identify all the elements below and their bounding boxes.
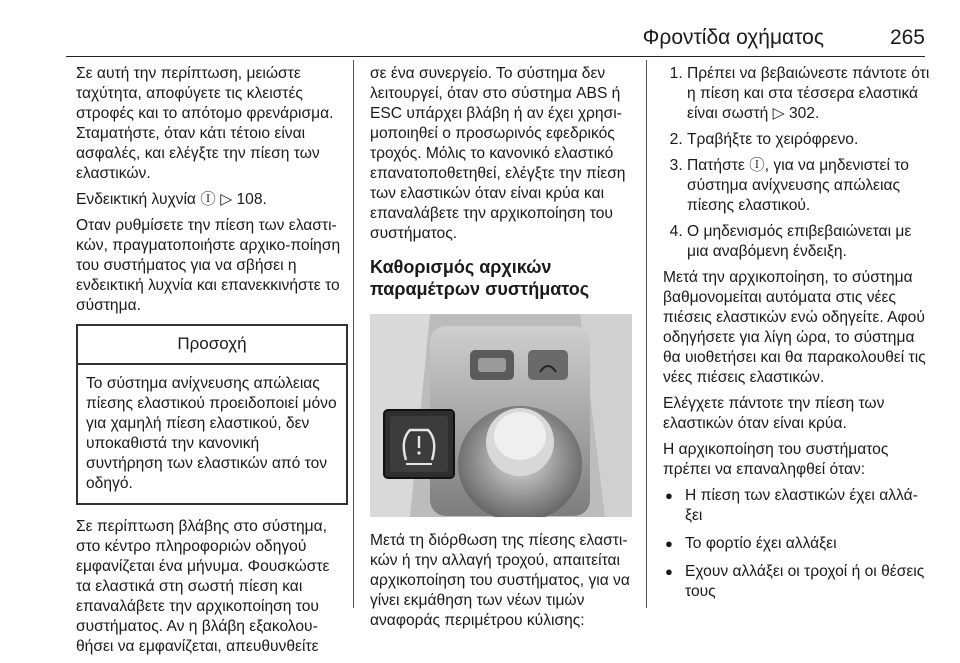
list-item: ● Το φορτίο έχει αλλάξει [685, 534, 935, 554]
header-rule [66, 56, 925, 57]
steps-list [663, 64, 935, 262]
paragraph: Η αρχικοποίηση του συστήματος πρέπει να επαναληφθεί όταν: [663, 441, 889, 478]
paragraph: Οταν ρυθμίσετε την πίεση των ελαστι-κών, πραγματοποιήστε αρχικο-ποίηση του συστήματος για να σβήσει η ενδεικτική λυχνία και επανεκκινήστε το σύστημα. [76, 217, 341, 314]
page-title: Φροντίδα οχήματος [642, 26, 824, 49]
section-heading: Καθορισμός αρχικών παραμέτρων συστήματος [370, 257, 590, 299]
paragraph: Σε αυτή την περίπτωση, μειώστε ταχύτητα, αποφύγετε τις κλειστές στροφές και το απότομο φρενάρισμα. Σταματήστε, όταν κάτι τέτοιο είναι ασφαλές, και ελέγξτε την πίεση των ελαστικών. [76, 65, 334, 182]
list-item: 3. Πατήστε Ⓘ, για να μηδενιστεί το σύστημα ανίχνευσης απώλειας πίεσης ελαστικού. [687, 156, 935, 216]
list-item: ● Η πίεση των ελαστικών έχει αλλά-ξει [685, 486, 935, 526]
list-item: 1. Πρέπει να βεβαιώνεστε πάντοτε ότι η πίεση και στα τέσσερα ελαστικά είναι σωστή ▷ 302. [687, 64, 935, 124]
paragraph: Μετά την αρχικοποίηση, το σύστημα βαθμονομείται αυτόματα στις νέες πιέσεις ελαστικών ενώ οδηγείτε. Αφού οδηγήσετε για λίγη ώρα, το σύστημα θα υιοθετήσει και θα παρακολουθεί τις νέες πιέσεις ελαστικών. [663, 269, 926, 386]
paragraph: Ελέγχετε πάντοτε την πίεση των ελαστικών όταν είναι κρύα. [663, 395, 885, 432]
column-separator-1 [353, 60, 354, 608]
paragraph: σε ένα συνεργείο. Το σύστημα δεν λειτουργεί, όταν στο σύστημα ABS ή ESC υπάρχει βλάβη ή αν έχει χρησι-μοποιηθεί ο προσωρινός εφεδρικός τροχός. Μόλις το κανονικό ελαστικό επανατοποθετηθεί, ελέγξτε την πίεση των ελαστικών όταν είναι κρύα και επαναλάβετε την αρχικοποίηση του συστήματος. [370, 65, 626, 242]
paragraph: Μετά τη διόρθωση της πίεσης ελαστι-κών ή την αλλαγή τροχού, απαιτείται αρχικοποίηση του συστήματος, για να γίνει εκμάθηση των νέων τιμών αναφοράς περιμέτρου κύλισης: [370, 532, 630, 629]
column-middle [370, 64, 632, 637]
caution-text: Το σύστημα ανίχνευσης απώλειας πίεσης ελαστικού προειδοποιεί μόνο για χαμηλή πίεση ελαστικού, δεν υποκαθιστά την κανονική συντήρηση των ελαστικών από τον οδηγό. [86, 375, 337, 492]
column-right [663, 64, 935, 610]
caution-title: Προσοχή [78, 326, 346, 365]
column-separator-2 [646, 60, 647, 608]
column-left [76, 64, 348, 663]
page-number: 265 [889, 26, 925, 49]
tpms-button-photo [370, 314, 632, 517]
list-item: ● Εχουν αλλάξει οι τροχοί ή οι θέσεις τους [685, 562, 935, 602]
list-item: 2. Τραβήξτε το χειρόφρενο. [687, 130, 935, 150]
paragraph: Σε περίπτωση βλάβης στο σύστημα, στο κέντρο πληροφοριών οδηγού εμφανίζεται ένα μήνυμα. Φουσκώστε τα ελαστικά στη σωστή πίεση και επαναλάβετε την αρχικοποίηση του συστήματος. Αν η βλάβη εξακολου-θήσει να εμφανίζεται, απευθυνθείτε [76, 518, 330, 655]
indicator-reference: Ενδεικτική λυχνία Ⓘ ▷ 108. [76, 191, 267, 208]
caution-box [76, 324, 348, 505]
bullet-list [663, 486, 935, 602]
list-item: 4. Ο μηδενισμός επιβεβαιώνεται με μια αναβόμενη ένδειξη. [687, 222, 935, 262]
page-header [0, 0, 960, 58]
